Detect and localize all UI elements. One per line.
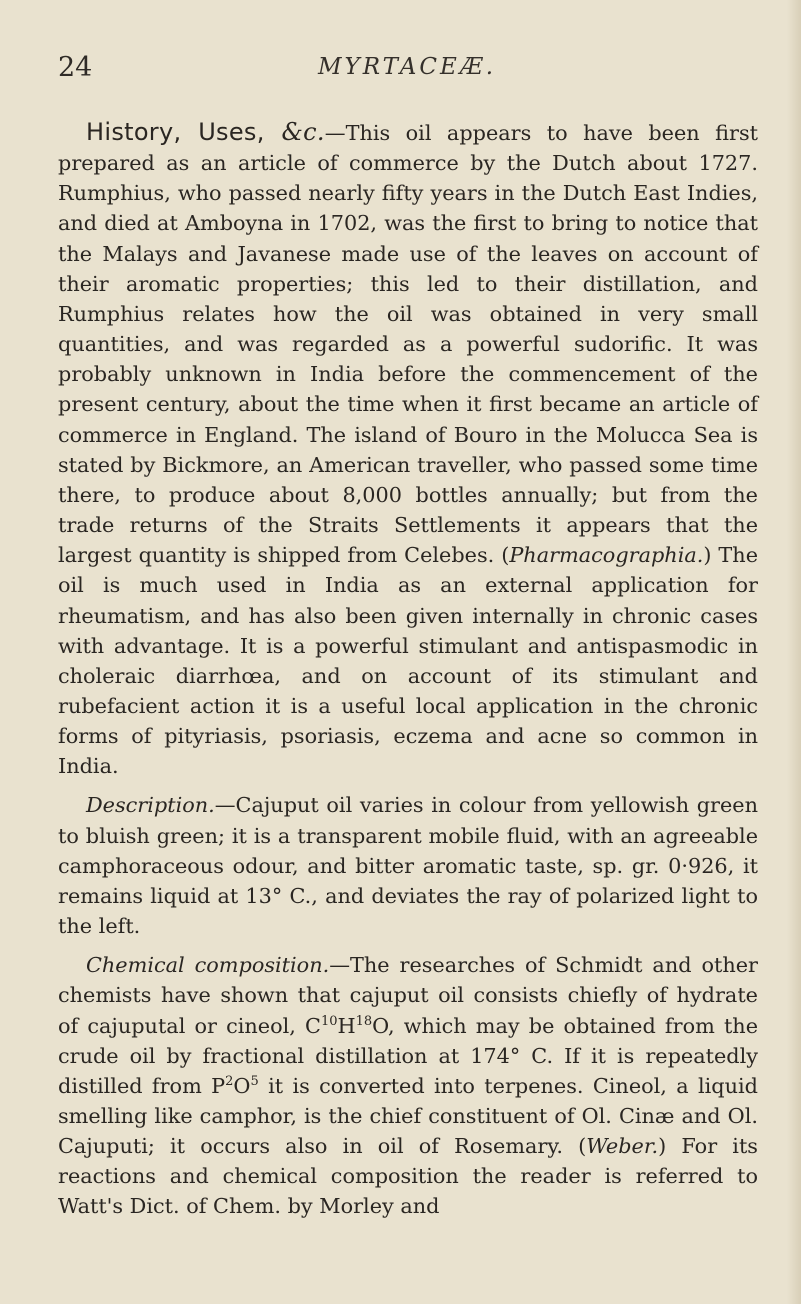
- paragraph-description: [58, 790, 758, 941]
- description-text: —Cajuput oil varies in colour from yellowish green to bluish green; it is a transparent mobile fluid, with an agreeable camphoraceous odour, and bitter aromatic taste, sp. gr. 0·926, it remains liquid at 13° C., and deviates the ray of polarized light to the left.: [58, 793, 758, 939]
- section-heading-chemical-composition: Chemical composition.: [86, 953, 330, 978]
- page-header: [58, 52, 761, 92]
- section-heading-history: History, Uses, &c.: [86, 118, 325, 146]
- body-text: [58, 117, 758, 1222]
- section-heading-description: Description.: [86, 793, 215, 818]
- paragraph-chemical-composition: Chemical composition.—The researches of Schmidt and other chemists have shown that cajuput oil consists chiefly of hydrate of cajuputal or cineol, $C^{10}H^{18}O$, which may be obtained from the crude oil by fractional distillation at 174° C. If it is repeatedly distilled from $P^2O^5$ it is converted into terpenes. Cineol, a liquid smelling like camphor, is the chief constituent of Ol. Cinæ and Ol. Cajuputi; it occurs also in oil of Rosemary. (Weber.) For its reactions and chemical composition the reader is referred to Watt's Dict. of Chem. by Morley and: [58, 953, 758, 1219]
- running-head: MYRTACEÆ.: [318, 54, 497, 80]
- citation-weber: Weber.: [586, 1134, 659, 1159]
- history-text-2: The oil is much used in India as an external application for rheumatism, and has also been given internally in chronic cases with advantage. It is a powerful stimulant and antispasmodic in choleraic diarrhœa, and on account of its stimulant and rubefacient action it is a useful local application in the chronic forms of pityriasis, psoriasis, eczema and acne so common in India.: [58, 543, 759, 779]
- history-text-1: —This oil appears to have been first prepared as an article of commerce by the Dutch about 1727. Rumphius, who passed nearly fifty years in the Dutch East Indies, and died at Amboyna in 1702, was the first to bring to notice that the Malays and Javanese made use of the leaves on account of their aromatic properties; this led to their distillation, and Rumphius relates how the oil was obtained in very small quantities, and was regarded as a powerful sudorific. It was probably unknown in India before the commencement of the present century, about the time when it first became an article of commerce in England. The island of Bouro in the Molucca Sea is stated by Bickmore, an American traveller, who passed some time there, to produce about 8,000 bottles annually; but from the trade returns of the Straits Settlements it appears that the largest quantity is shipped from Celebes.: [58, 121, 758, 568]
- paragraph-history: History, Uses, &c.—This oil appears to have been first prepared as an article of commerce by the Dutch about 1727. Rumphius, who passed nearly fifty years in the Dutch East Indies, and died at Amboyna in 1702, was the first to bring to notice that the Malays and Javanese made use of the leaves on account of their aromatic properties; this led to their distillation, and Rumphius relates how the oil was obtained in very small quantities, and was regarded as a powerful sudorific. It was probably unknown in India before the commencement of the present century, about the time when it first became an article of commerce in England. The island of Bouro in the Molucca Sea is stated by Bickmore, an American traveller, who passed some time there, to produce about 8,000 bottles annually; but from the trade returns of the Straits Settlements it appears that the largest quantity is shipped from Celebes. (Pharmacographia.) The oil is much used in India as an external application for rheumatism, and has also been given internally in chronic cases with advantage. It is a powerful stimulant and antispasmodic in choleraic diarrhœa, and on account of its stimulant and rubefacient action it is a useful local application in the chronic forms of pityriasis, psoriasis, eczema and acne so common in India.: [58, 118, 759, 779]
- citation-pharmacographia: Pharmacographia.: [509, 543, 704, 568]
- page-number: 24: [58, 52, 93, 83]
- page-edge-shadow: [787, 0, 801, 1304]
